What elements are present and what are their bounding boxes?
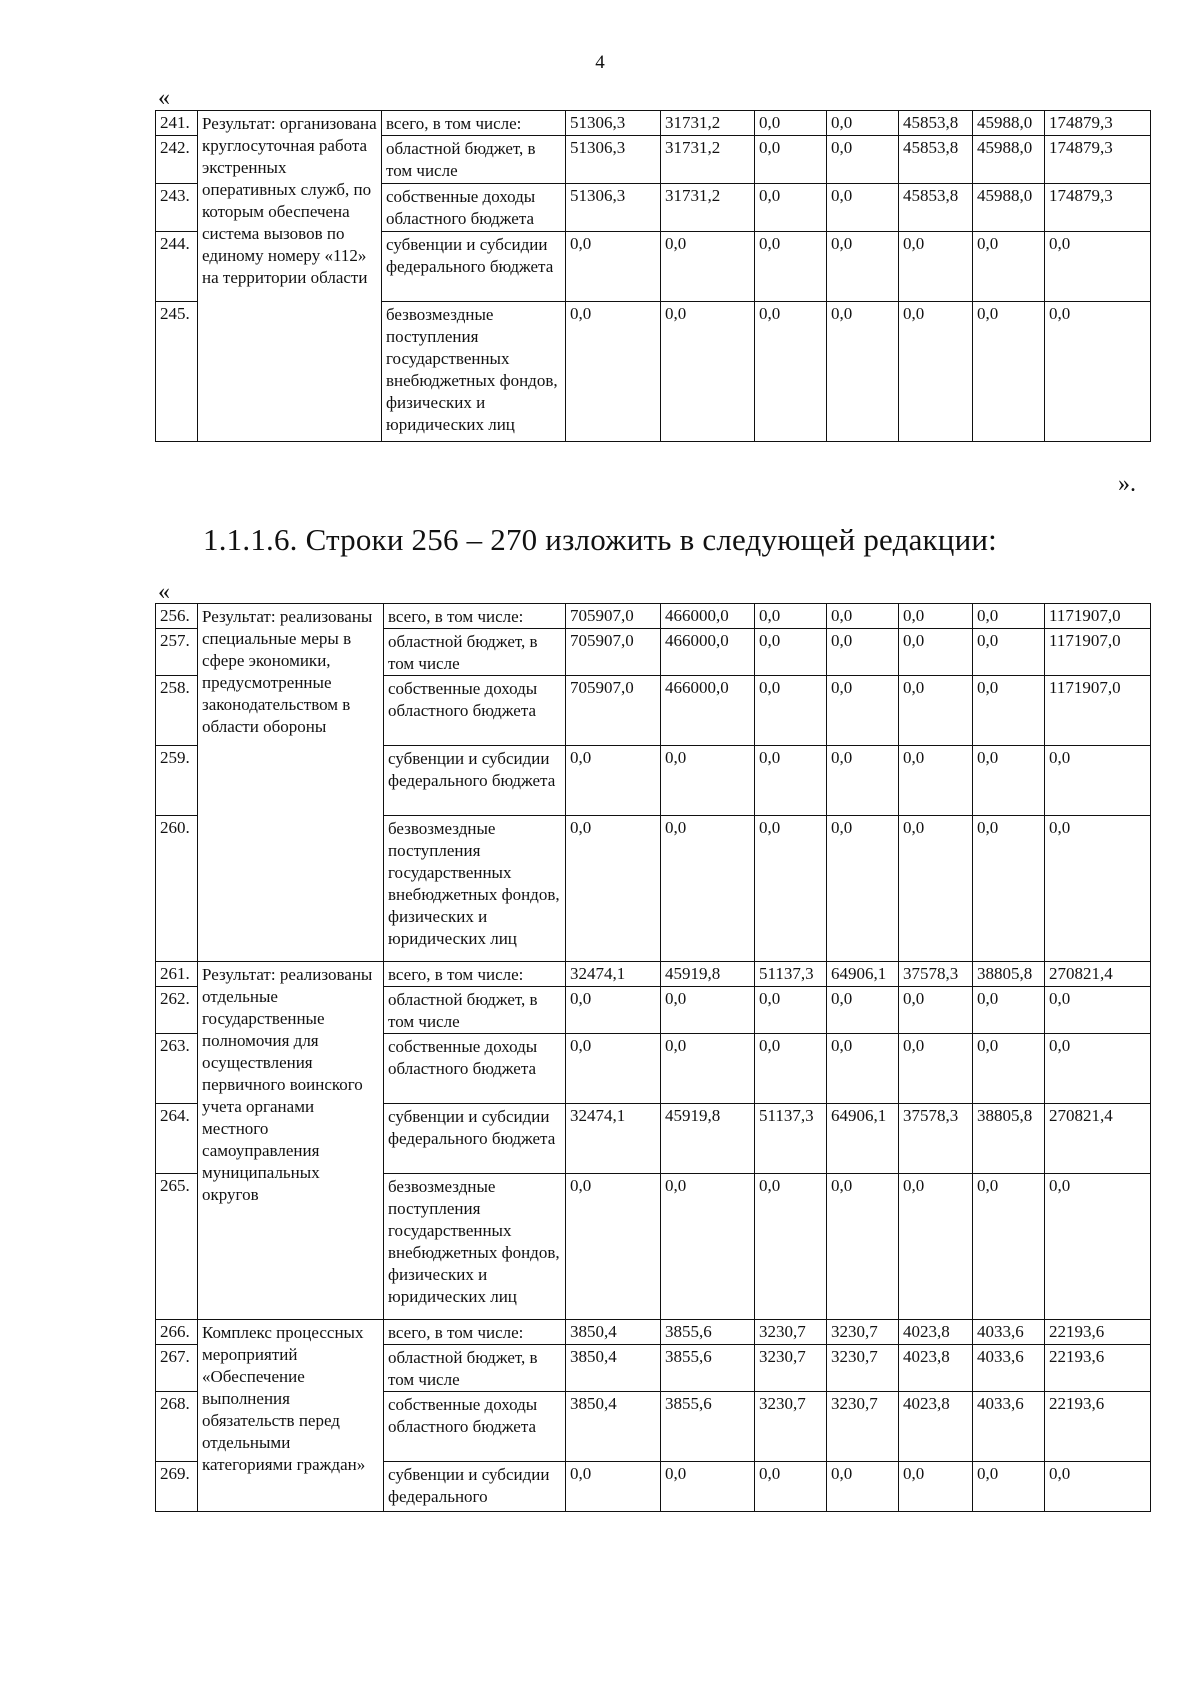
year-value: 3230,7 [827,1345,899,1392]
year-value: 32474,1 [566,1104,661,1174]
total-value: 22193,6 [1045,1392,1151,1462]
year-value: 466000,0 [661,629,755,676]
table-rows-241-245 [155,110,1150,442]
total-value: 22193,6 [1045,1345,1151,1392]
row-number: 257. [156,629,198,676]
year-value: 0,0 [661,1462,755,1512]
year-value: 0,0 [827,1034,899,1104]
table-row [156,1320,1151,1345]
funding-source: всего, в том числе: [384,604,566,629]
table-rows-256-269 [155,603,1150,1512]
total-value: 1171907,0 [1045,604,1151,629]
year-value: 0,0 [661,746,755,816]
total-value: 0,0 [1045,1174,1151,1320]
year-value: 4023,8 [899,1392,973,1462]
row-number: 265. [156,1174,198,1320]
funding-source: собственные доходы областного бюджета [384,676,566,746]
year-value: 4033,6 [973,1345,1045,1392]
year-value: 0,0 [566,1174,661,1320]
year-value: 3230,7 [827,1392,899,1462]
total-value: 174879,3 [1045,136,1151,184]
year-value: 0,0 [899,1034,973,1104]
row-number: 241. [156,111,198,136]
funding-source: областной бюджет, в том числе [384,1345,566,1392]
year-value: 64906,1 [827,1104,899,1174]
total-value: 1171907,0 [1045,676,1151,746]
year-value: 0,0 [755,1174,827,1320]
year-value: 3855,6 [661,1320,755,1345]
year-value: 0,0 [973,1462,1045,1512]
year-value: 0,0 [827,746,899,816]
year-value: 3855,6 [661,1345,755,1392]
year-value: 0,0 [973,1174,1045,1320]
year-value: 31731,2 [661,184,755,232]
year-value: 4023,8 [899,1320,973,1345]
year-value: 0,0 [661,987,755,1034]
budget-table-after [155,603,1151,1512]
year-value: 0,0 [827,1174,899,1320]
total-value: 0,0 [1045,1462,1151,1512]
row-number: 259. [156,746,198,816]
year-value: 0,0 [827,302,899,442]
year-value: 0,0 [973,629,1045,676]
year-value: 0,0 [755,816,827,962]
year-value: 0,0 [755,1034,827,1104]
funding-source: всего, в том числе: [384,1320,566,1345]
total-value: 0,0 [1045,987,1151,1034]
year-value: 0,0 [899,1174,973,1320]
year-value: 45988,0 [973,184,1045,232]
funding-source: безвозмездные поступления государственных внебюджетных фондов, физических и юридических лиц [384,1174,566,1320]
page-number: 4 [595,52,605,73]
year-value: 0,0 [566,816,661,962]
year-value: 0,0 [973,816,1045,962]
year-value: 0,0 [755,111,827,136]
funding-source: всего, в том числе: [384,962,566,987]
year-value: 4033,6 [973,1320,1045,1345]
year-value: 4023,8 [899,1345,973,1392]
close-quote: ». [1118,471,1136,497]
year-value: 0,0 [827,232,899,302]
open-quote-1: « [158,85,170,111]
year-value: 0,0 [661,232,755,302]
year-value: 0,0 [827,184,899,232]
table-row [156,604,1151,629]
year-value: 45853,8 [899,136,973,184]
year-value: 51306,3 [566,111,661,136]
funding-source: субвенции и субсидии федерального бюджета [384,746,566,816]
year-value: 0,0 [973,987,1045,1034]
year-value: 705907,0 [566,676,661,746]
total-value: 0,0 [1045,232,1151,302]
result-description: Результат: реализованы отдельные государственные полномочия для осуществления первичного воинского учета органами местного самоуправления муниципальных округов [198,962,384,1320]
funding-source: всего, в том числе: [382,111,566,136]
year-value: 45919,8 [661,962,755,987]
year-value: 31731,2 [661,111,755,136]
year-value: 3850,4 [566,1392,661,1462]
year-value: 0,0 [566,302,661,442]
row-number: 267. [156,1345,198,1392]
row-number: 244. [156,232,198,302]
year-value: 0,0 [755,604,827,629]
year-value: 0,0 [899,816,973,962]
year-value: 45919,8 [661,1104,755,1174]
year-value: 0,0 [566,987,661,1034]
year-value: 0,0 [899,1462,973,1512]
row-number: 264. [156,1104,198,1174]
year-value: 37578,3 [899,1104,973,1174]
year-value: 0,0 [661,1174,755,1320]
year-value: 0,0 [899,629,973,676]
year-value: 0,0 [973,1034,1045,1104]
row-number: 245. [156,302,198,442]
open-quote-2: « [158,579,170,605]
total-value: 0,0 [1045,746,1151,816]
year-value: 0,0 [827,111,899,136]
row-number: 268. [156,1392,198,1462]
year-value: 0,0 [827,604,899,629]
row-number: 243. [156,184,198,232]
total-value: 270821,4 [1045,962,1151,987]
year-value: 3850,4 [566,1320,661,1345]
year-value: 0,0 [566,746,661,816]
year-value: 0,0 [899,604,973,629]
row-number: 261. [156,962,198,987]
total-value: 0,0 [1045,1034,1151,1104]
year-value: 45853,8 [899,184,973,232]
year-value: 0,0 [899,987,973,1034]
year-value: 0,0 [661,816,755,962]
year-value: 0,0 [661,302,755,442]
year-value: 45853,8 [899,111,973,136]
year-value: 0,0 [566,1462,661,1512]
year-value: 45988,0 [973,111,1045,136]
year-value: 51137,3 [755,1104,827,1174]
year-value: 0,0 [755,746,827,816]
year-value: 37578,3 [899,962,973,987]
total-value: 22193,6 [1045,1320,1151,1345]
year-value: 0,0 [827,816,899,962]
funding-source: безвозмездные поступления государственных внебюджетных фондов, физических и юридических лиц [382,302,566,442]
year-value: 0,0 [755,676,827,746]
year-value: 64906,1 [827,962,899,987]
year-value: 0,0 [566,1034,661,1104]
row-number: 258. [156,676,198,746]
year-value: 705907,0 [566,604,661,629]
year-value: 51137,3 [755,962,827,987]
table-row [156,962,1151,987]
year-value: 705907,0 [566,629,661,676]
year-value: 0,0 [827,629,899,676]
year-value: 0,0 [755,184,827,232]
year-value: 0,0 [755,987,827,1034]
result-description: Комплекс процессных мероприятий «Обеспечение выполнения обязательств перед отдельными категориями граждан» [198,1320,384,1512]
year-value: 0,0 [973,232,1045,302]
year-value: 0,0 [827,676,899,746]
year-value: 3230,7 [755,1320,827,1345]
year-value: 0,0 [899,676,973,746]
year-value: 3230,7 [827,1320,899,1345]
funding-source: собственные доходы областного бюджета [384,1034,566,1104]
year-value: 3850,4 [566,1345,661,1392]
total-value: 0,0 [1045,816,1151,962]
year-value: 38805,8 [973,962,1045,987]
year-value: 0,0 [973,676,1045,746]
year-value: 0,0 [827,987,899,1034]
year-value: 51306,3 [566,136,661,184]
year-value: 466000,0 [661,604,755,629]
funding-source: областной бюджет, в том числе [384,987,566,1034]
year-value: 0,0 [899,302,973,442]
year-value: 0,0 [755,232,827,302]
row-number: 242. [156,136,198,184]
year-value: 0,0 [827,136,899,184]
funding-source: областной бюджет, в том числе [382,136,566,184]
year-value: 0,0 [973,604,1045,629]
total-value: 270821,4 [1045,1104,1151,1174]
row-number: 262. [156,987,198,1034]
row-number: 256. [156,604,198,629]
row-number: 266. [156,1320,198,1345]
funding-source: субвенции и субсидии федерального бюджета [384,1104,566,1174]
funding-source: субвенции и субсидии федерального бюджета [382,232,566,302]
funding-source: собственные доходы областного бюджета [382,184,566,232]
table-row [156,111,1151,136]
year-value: 0,0 [755,629,827,676]
year-value: 51306,3 [566,184,661,232]
total-value: 174879,3 [1045,111,1151,136]
row-number: 269. [156,1462,198,1512]
year-value: 0,0 [973,746,1045,816]
year-value: 31731,2 [661,136,755,184]
result-description: Результат: реализованы специальные меры в сфере экономики, предусмотренные законодательством в области обороны [198,604,384,962]
row-number: 260. [156,816,198,962]
section-heading: 1.1.1.6. Строки 256 – 270 изложить в следующей редакции: [203,522,997,557]
year-value: 0,0 [755,302,827,442]
total-value: 1171907,0 [1045,629,1151,676]
funding-source: субвенции и субсидии федерального [384,1462,566,1512]
year-value: 0,0 [899,746,973,816]
year-value: 4033,6 [973,1392,1045,1462]
year-value: 0,0 [661,1034,755,1104]
budget-table-before [155,110,1151,442]
year-value: 3230,7 [755,1345,827,1392]
year-value: 0,0 [755,1462,827,1512]
year-value: 0,0 [899,232,973,302]
year-value: 0,0 [566,232,661,302]
year-value: 0,0 [973,302,1045,442]
funding-source: безвозмездные поступления государственных внебюджетных фондов, физических и юридических лиц [384,816,566,962]
year-value: 32474,1 [566,962,661,987]
year-value: 466000,0 [661,676,755,746]
year-value: 45988,0 [973,136,1045,184]
row-number: 263. [156,1034,198,1104]
funding-source: собственные доходы областного бюджета [384,1392,566,1462]
year-value: 3230,7 [755,1392,827,1462]
year-value: 38805,8 [973,1104,1045,1174]
total-value: 174879,3 [1045,184,1151,232]
year-value: 0,0 [827,1462,899,1512]
year-value: 0,0 [755,136,827,184]
total-value: 0,0 [1045,302,1151,442]
funding-source: областной бюджет, в том числе [384,629,566,676]
result-description: Результат: организована круглосуточная работа экстренных оперативных служб, по которым обеспечена система вызовов по единому номеру «112» на территории области [198,111,382,442]
year-value: 3855,6 [661,1392,755,1462]
